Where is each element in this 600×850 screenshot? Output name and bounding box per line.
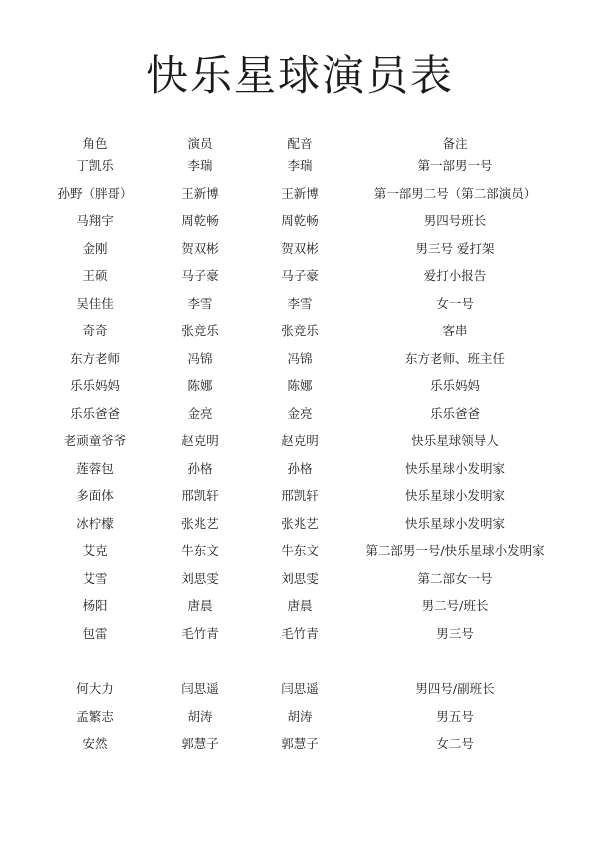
- voice-cell: 张竞乐: [281, 323, 319, 338]
- table-row: [0, 731, 600, 757]
- note-cell: 快乐星球小发明家: [404, 488, 505, 503]
- note-cell: 男二号/班长: [421, 598, 489, 613]
- voice-cell: 冯锦: [287, 350, 313, 366]
- role-cell: 丁凯乐: [76, 158, 114, 173]
- role-cell: 乐乐爸爸: [69, 405, 120, 421]
- actor-cell: 牛东文: [181, 543, 219, 558]
- actor-cell: 孙格: [187, 460, 213, 476]
- actor-cell: 张竞乐: [181, 323, 219, 338]
- note-cell: 快乐星球领导人: [411, 433, 499, 448]
- role-cell: 乐乐妈妈: [69, 378, 120, 393]
- actor-cell: 郭慧子: [181, 736, 219, 751]
- table-row: [0, 208, 600, 234]
- table-row: [0, 373, 600, 399]
- role-cell: 老顽童爷爷: [63, 433, 127, 448]
- role-cell: 艾克: [82, 543, 108, 558]
- actor-cell: 李雪: [187, 295, 213, 311]
- role-cell: 何大力: [76, 681, 114, 696]
- table-row: [0, 621, 600, 647]
- role-cell: 艾雪: [82, 570, 108, 586]
- table-row: [0, 538, 600, 564]
- voice-cell: 张兆艺: [281, 515, 319, 531]
- voice-cell: 毛竹青: [281, 625, 319, 641]
- actor-cell: 李瑞: [187, 158, 213, 173]
- actor-cell: 马子豪: [181, 268, 219, 283]
- actor-cell: 刘思雯: [181, 570, 219, 586]
- header-note: 备注: [442, 136, 468, 151]
- role-cell: 东方老师: [69, 350, 120, 366]
- note-cell: 第一部男二号（第二部演员）: [373, 185, 537, 201]
- role-cell: 孟繁志: [76, 708, 114, 724]
- table-row: [0, 428, 600, 454]
- voice-cell: 赵克明: [281, 433, 319, 448]
- role-cell: 莲蓉包: [76, 460, 114, 476]
- voice-cell: 陈娜: [287, 378, 313, 393]
- voice-cell: 孙格: [287, 460, 313, 476]
- actor-cell: 陈娜: [187, 378, 213, 393]
- table-row: [0, 401, 600, 427]
- table-row: [0, 456, 600, 482]
- table-row: [0, 346, 600, 372]
- note-cell: 东方老师、班主任: [404, 350, 505, 366]
- role-cell: 多面体: [76, 488, 114, 503]
- role-cell: 马翔宇: [76, 213, 114, 228]
- actor-cell: 金亮: [187, 405, 213, 421]
- voice-cell: 金亮: [287, 405, 313, 421]
- note-cell: 第一部男一号: [417, 158, 493, 173]
- table-row: [0, 291, 600, 317]
- voice-cell: 王新博: [281, 185, 319, 201]
- voice-cell: 刘思雯: [281, 570, 319, 586]
- voice-cell: 郭慧子: [281, 736, 319, 751]
- document-title: 快乐星球演员表: [145, 51, 454, 100]
- note-cell: 男三号: [436, 625, 474, 641]
- voice-cell: 李瑞: [287, 158, 313, 173]
- note-cell: 男四号班长: [423, 213, 487, 228]
- note-cell: 女二号: [436, 736, 474, 751]
- role-cell: 孙野（胖哥）: [57, 185, 133, 201]
- table-row: [0, 593, 600, 619]
- table-row: [0, 318, 600, 344]
- voice-cell: 胡涛: [287, 708, 313, 724]
- header-actor: 演员: [187, 136, 213, 151]
- actor-cell: 贺双彬: [181, 240, 219, 256]
- actor-cell: 赵克明: [181, 433, 219, 448]
- role-cell: 安然: [82, 736, 108, 751]
- role-cell: 奇奇: [82, 323, 108, 338]
- actor-cell: 闫思遥: [181, 681, 219, 696]
- voice-cell: 贺双彬: [281, 240, 319, 256]
- voice-cell: 唐晨: [287, 598, 313, 613]
- note-cell: 男五号: [436, 708, 474, 724]
- note-cell: 第二部男一号/快乐星球小发明家: [365, 543, 545, 558]
- note-cell: 爱打小报告: [423, 268, 487, 283]
- note-cell: 第二部女一号: [417, 570, 493, 586]
- note-cell: 快乐星球小发明家: [404, 460, 505, 476]
- table-row: [0, 263, 600, 289]
- note-cell: 乐乐妈妈: [429, 378, 480, 393]
- table-row: [0, 704, 600, 730]
- role-cell: 杨阳: [82, 598, 108, 613]
- voice-cell: 李雪: [287, 295, 313, 311]
- header-voice: 配音: [287, 136, 313, 151]
- header-role: 角色: [82, 136, 108, 151]
- actor-cell: 邢凯轩: [181, 488, 219, 503]
- table-row: [0, 511, 600, 537]
- voice-cell: 闫思遥: [281, 681, 319, 696]
- voice-cell: 牛东文: [281, 543, 319, 558]
- table-row: [0, 236, 600, 262]
- actor-cell: 张兆艺: [181, 515, 219, 531]
- actor-cell: 毛竹青: [181, 625, 219, 641]
- actor-cell: 王新博: [181, 185, 219, 201]
- note-cell: 快乐星球小发明家: [404, 515, 505, 531]
- voice-cell: 马子豪: [281, 268, 319, 283]
- actor-cell: 胡涛: [187, 708, 213, 724]
- table-row: [0, 676, 600, 702]
- actor-cell: 冯锦: [187, 350, 213, 366]
- note-cell: 男四号/副班长: [415, 681, 495, 696]
- note-cell: 乐乐爸爸: [429, 405, 480, 421]
- note-cell: 客串: [442, 323, 468, 338]
- table-row: [0, 153, 600, 179]
- table-row: [0, 566, 600, 592]
- role-cell: 吴佳佳: [76, 295, 114, 311]
- actor-cell: 周乾畅: [181, 213, 219, 228]
- role-cell: 冰柠檬: [76, 515, 114, 531]
- table-row: [0, 483, 600, 509]
- actor-cell: 唐晨: [187, 598, 213, 613]
- role-cell: 金刚: [82, 240, 108, 256]
- role-cell: 包雷: [82, 625, 108, 641]
- voice-cell: 周乾畅: [281, 213, 319, 228]
- note-cell: 男三号 爱打架: [415, 240, 495, 256]
- voice-cell: 邢凯轩: [281, 488, 319, 503]
- table-row: [0, 181, 600, 207]
- role-cell: 王硕: [82, 268, 108, 283]
- note-cell: 女一号: [436, 295, 474, 311]
